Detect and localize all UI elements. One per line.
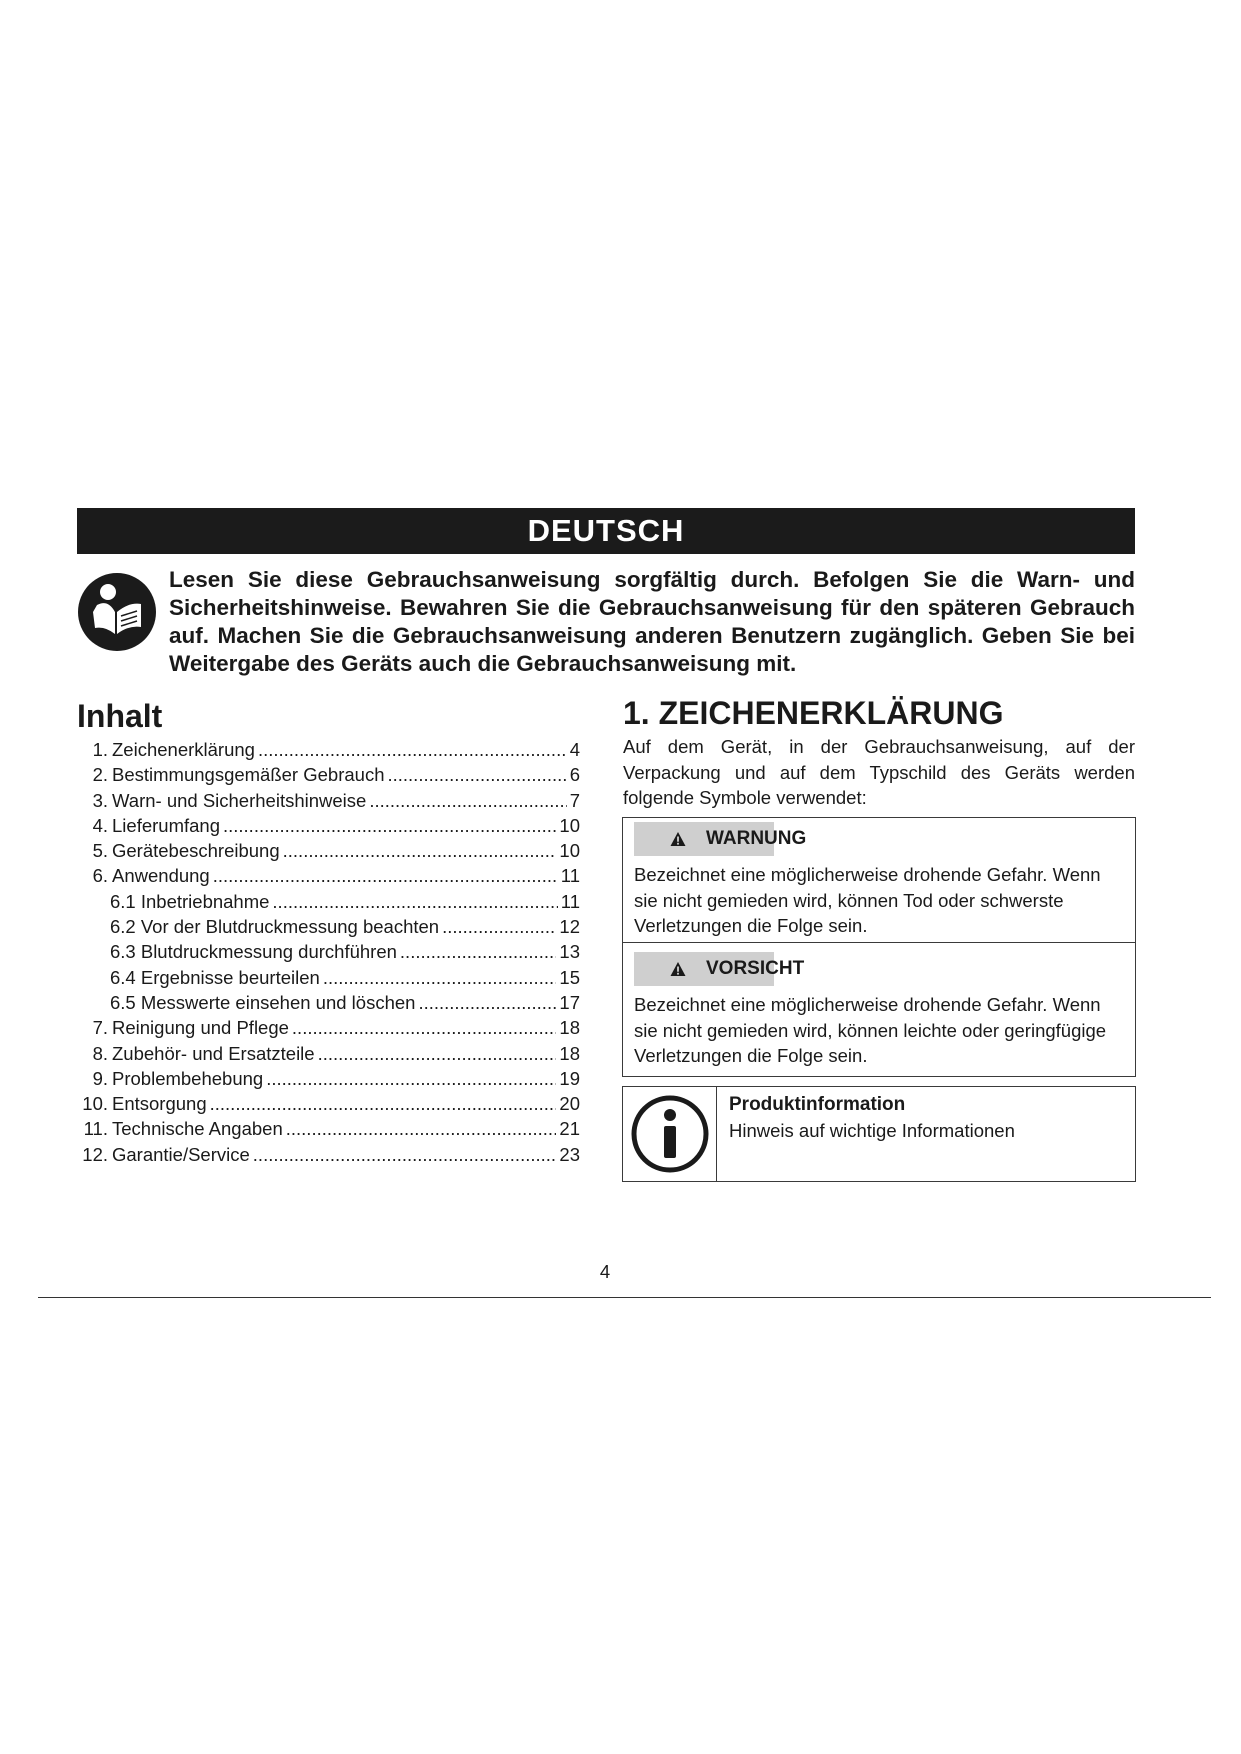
toc-title: Inhalt: [77, 698, 163, 734]
section-title: 1. ZEICHENERKLÄRUNG: [623, 695, 1004, 731]
toc-subitem[interactable]: [77, 990, 580, 1015]
toc-item-number: 12.: [82, 1143, 108, 1165]
toc-item[interactable]: [77, 1041, 580, 1066]
toc-item-label: Entsorgung: [112, 1093, 207, 1115]
toc-item-label: Gerätebeschreibung: [112, 840, 280, 862]
caution-text: Bezeichnet eine möglicherweise drohende Gefahr. Wenn sie nicht gemieden wird, können leichte oder geringfügige Verletzungen die Folge sein.: [634, 994, 1107, 1066]
signal-word-box: [622, 817, 1136, 1077]
toc-item-label: Zubehör- und Ersatzteile: [112, 1042, 315, 1064]
toc-item[interactable]: [77, 838, 580, 863]
toc-item-page: 11: [560, 890, 580, 912]
toc-item-number: 6.: [92, 865, 108, 887]
table-of-contents: [77, 737, 580, 1167]
warning-triangle-icon: [670, 831, 686, 847]
toc-item[interactable]: [77, 1015, 580, 1040]
toc-item-label: Warn- und Sicherheitshinweise: [112, 789, 367, 811]
toc-item-page: 12: [559, 916, 580, 938]
toc-item[interactable]: [77, 1142, 580, 1167]
toc-item-page: 11: [560, 865, 580, 887]
toc-item-label: 6.1 Inbetriebnahme: [110, 890, 270, 912]
intro-text: Lesen Sie diese Gebrauchsanweisung sorgfältig durch. Befolgen Sie die Warn- und Sicherheitshinweise. Bewahren Sie die Gebrauchsanweisung für den späteren Gebrauch auf. Machen Sie die Gebrauchsanweisung anderen Benutzern zugänglich. Geben Sie bei Weitergabe des Geräts auch die Gebrauchsanweisung mit.: [169, 567, 1135, 676]
toc-item-number: 4.: [92, 814, 108, 836]
toc-item-page: 15: [559, 966, 580, 988]
toc-item-page: 7: [569, 789, 580, 811]
footer-rule: [38, 1297, 1211, 1298]
read-manual-icon: [77, 572, 157, 652]
toc-item[interactable]: [77, 737, 580, 762]
toc-item-page: 17: [559, 991, 580, 1013]
toc-item-page: 18: [559, 1017, 580, 1039]
toc-item-number: 9.: [92, 1067, 108, 1089]
toc-item-label: 6.4 Ergebnisse beurteilen: [110, 966, 320, 988]
toc-item-page: 10: [559, 814, 580, 836]
toc-item-page: 4: [569, 739, 580, 760]
info-icon: [630, 1094, 710, 1174]
toc-item-page: 21: [559, 1118, 580, 1140]
toc-item-label: 6.2 Vor der Blutdruckmessung beachten: [110, 916, 440, 938]
page-number: 4: [599, 1261, 611, 1282]
toc-item-number: 10.: [82, 1093, 108, 1115]
product-info-box: [622, 1086, 1136, 1182]
toc-item-label: Anwendung: [112, 865, 210, 887]
toc-item[interactable]: [77, 813, 580, 838]
toc-item-label: Zeichenerklärung: [112, 739, 255, 760]
toc-item[interactable]: [77, 1066, 580, 1091]
caution-label: VORSICHT: [706, 958, 805, 979]
toc-item[interactable]: [77, 788, 580, 813]
toc-item-label: Technische Angaben: [112, 1118, 283, 1140]
toc-item-label: Bestimmungsgemäßer Gebrauch: [112, 764, 385, 786]
section-intro-text: Auf dem Gerät, in der Gebrauchsanweisung, auf der Verpackung und auf dem Typschild des Geräts werden folgende Symbole verwendet:: [623, 736, 1135, 808]
warning-label: WARNUNG: [706, 828, 807, 849]
info-text: Hinweis auf wichtige Informationen: [729, 1120, 1015, 1141]
toc-item-page: 19: [559, 1067, 580, 1089]
toc-item-number: 11.: [83, 1118, 108, 1140]
info-icon-cell: [623, 1087, 717, 1181]
toc-subitem[interactable]: [77, 939, 580, 964]
toc-item-number: 1.: [92, 739, 108, 760]
info-title: Produktinformation: [729, 1094, 906, 1115]
toc-item-number: 8.: [92, 1042, 108, 1064]
box-divider: [623, 942, 1135, 943]
toc-item-page: 23: [559, 1143, 580, 1165]
toc-item-label: 6.3 Blutdruckmessung durchführen: [110, 941, 397, 963]
warning-text: Bezeichnet eine möglicherweise drohende Gefahr. Wenn sie nicht gemieden wird, können Tod oder schwerste Verletzungen die Folge sein.: [634, 864, 1101, 936]
warning-triangle-icon: [670, 961, 686, 977]
toc-item-page: 6: [569, 764, 580, 786]
toc-item[interactable]: [77, 863, 580, 888]
toc-item-number: 2.: [92, 764, 108, 786]
toc-item-page: 18: [559, 1042, 580, 1064]
toc-item[interactable]: [77, 762, 580, 787]
warning-tag: [634, 822, 807, 856]
toc-item-number: 7.: [92, 1017, 108, 1039]
caution-tag: [634, 952, 805, 986]
toc-item-number: 3.: [92, 789, 108, 811]
toc-item[interactable]: [77, 1091, 580, 1116]
toc-item-label: Lieferumfang: [112, 814, 220, 836]
toc-item-page: 20: [559, 1093, 580, 1115]
toc-item-label: Problembehebung: [112, 1067, 264, 1089]
toc-item-number: 5.: [92, 840, 108, 862]
toc-item[interactable]: [77, 1116, 580, 1141]
toc-subitem[interactable]: [77, 889, 580, 914]
toc-item-label: 6.5 Messwerte einsehen und löschen: [110, 991, 416, 1013]
toc-item-page: 10: [559, 840, 580, 862]
toc-subitem[interactable]: [77, 914, 580, 939]
toc-item-label: Reinigung und Pflege: [112, 1017, 289, 1039]
language-banner: DEUTSCH: [77, 508, 1135, 554]
toc-subitem[interactable]: [77, 965, 580, 990]
toc-item-page: 13: [559, 941, 580, 963]
toc-item-label: Garantie/Service: [112, 1143, 250, 1165]
